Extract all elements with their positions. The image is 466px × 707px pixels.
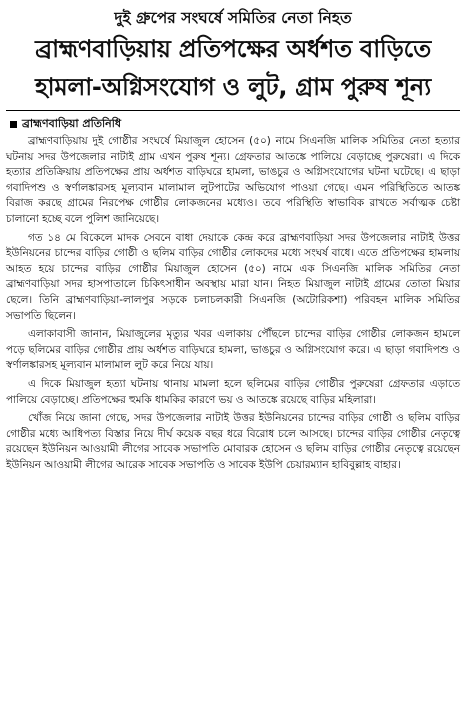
paragraph: গত ১৪ মে বিকেলে মাদক সেবনে বাধা দেয়াকে কেন্দ্র করে ব্রাহ্মণবাড়িয়া সদর উপজেলার নাটাই উত্তর ইউনিয়নের চান্দের বাড়ির গোষ্ঠী ও ছলিম বাড়ির গোষ্ঠীর লোকদের মধ্যে সংঘর্ষ বাধে। এতে প্রতিপক্ষের হামলায় আহত হয়ে চান্দের বাড়ির গোষ্ঠীর মিয়াজুল হোসেন (৫০) নামে এক সিএনজি মালিক সমিতির নেতা ব্রাহ্মণবাড়িয়া সদর হাসপাতালে চিকিৎসাধীন অবস্থায় মারা যান। নিহত মিয়াজুল নাটাই গ্রামের তোতা মিয়ার ছেলে। তিনি ব্রাহ্মণবাড়িয়া-লালপুর সড়কে চলাচলকারী সিএনজি (অটোরিকশা) পরিবহন মালিক সমিতির সভাপতি ছিলেন। xyxy=(6,231,460,322)
article-body xyxy=(6,134,460,473)
bullet-square-icon xyxy=(10,121,17,128)
headline-line-2: হামলা-অগ্নিসংযোগ ও লুট, গ্রাম পুরুষ শূন্য xyxy=(35,73,431,101)
divider xyxy=(6,110,460,111)
byline xyxy=(10,116,460,132)
paragraph: খোঁজ নিয়ে জানা গেছে, সদর উপজেলার নাটাই উত্তর ইউনিয়নের চান্দের বাড়ির গোষ্ঠী ও ছলিম বাড়ির গোষ্ঠীর মধ্যে আধিপত্য বিস্তার নিয়ে দীর্ঘ কয়েক বছর ধরে বিরোধ চলে আসছে। চান্দের বাড়ির গোষ্ঠীর নেতৃত্বে রয়েছেন ইউনিয়ন আওয়ামী লীগের সাবেক সভাপতি মোবারক হোসেন ও ছলিম বাড়ির গোষ্ঠীর নেতৃত্বে রয়েছেন ইউনিয়ন আওয়ামী লীগের আরেক সাবেক সভাপতি ও সাবেক ইউপি চেয়ারম্যান হাবিবুল্লাহ বাহার। xyxy=(6,412,460,471)
paragraph: এলাকাবাসী জানান, মিয়াজুলের মৃত্যুর খবর এলাকায় পৌঁছলে চান্দের বাড়ির গোষ্ঠীর লোকজন হামলে পড়ে ছলিমের বাড়ির গোষ্ঠীর প্রায় অর্ধশত বাড়িঘরে হামলা, ভাঙচুর ও অগ্নিসংযোগ করে। এ ছাড়া গবাদিপশু ও স্বর্ণালঙ্কারসহ মূল্যবান মালামাল লুট করে নিয়ে যায়। xyxy=(6,328,460,372)
paragraph: ব্রাহ্মণবাড়িয়ায় দুই গোষ্ঠীর সংঘর্ষে মিয়াজুল হোসেন (৫০) নামে সিএনজি মালিক সমিতির নেতা হত্যার ঘটনায় সদর উপজেলার নাটাই গ্রাম এখন পুরুষ শূন্য। গ্রেফতার আতঙ্কে পালিয়ে বেড়াচ্ছে পুরুষেরা। এ দিকে হত্যার প্রতিক্রিয়ায় প্রতিপক্ষের প্রায় অর্ধশত বাড়িঘরে হামলা, ভাঙচুর ও অগ্নিসংযোগের ঘটনা ঘটেছে। এ ছাড়া গবাদিপশু ও স্বর্ণালঙ্কারসহ মূল্যবান মালামাল লুটপাটের অভিযোগ পাওয়া গেছে। এমন পরিস্থিতিতে আতঙ্ক বিরাজ করছে গ্রামের নিরপেক্ষ গোষ্ঠীর লোকজনের মধ্যেও। তবে পরিস্থিতি স্বাভাবিক রাখতে সর্বাত্মক চেষ্টা চালানো হচ্ছে বলে পুলিশ জানিয়েছে। xyxy=(6,135,460,225)
byline-text: ব্রাহ্মণবাড়িয়া প্রতিনিধি xyxy=(22,117,122,130)
paragraph: এ দিকে মিয়াজুল হত্যা ঘটনায় থানায় মামলা হলে ছলিমের বাড়ির গোষ্ঠীর পুরুষেরা গ্রেফতার এড়াতে পালিয়ে বেড়াচ্ছে। প্রতিপক্ষের হুমকি ধামকির কারণে ভয় ও আতঙ্কে রয়েছে বাড়ির মহিলারা। xyxy=(6,377,460,406)
kicker: দুই গ্রুপের সংঘর্ষে সমিতির নেতা নিহত xyxy=(114,9,352,27)
headline-line-1: ব্রাহ্মণবাড়িয়ায় প্রতিপক্ষের অর্ধশত বাড়িতে xyxy=(35,35,431,63)
